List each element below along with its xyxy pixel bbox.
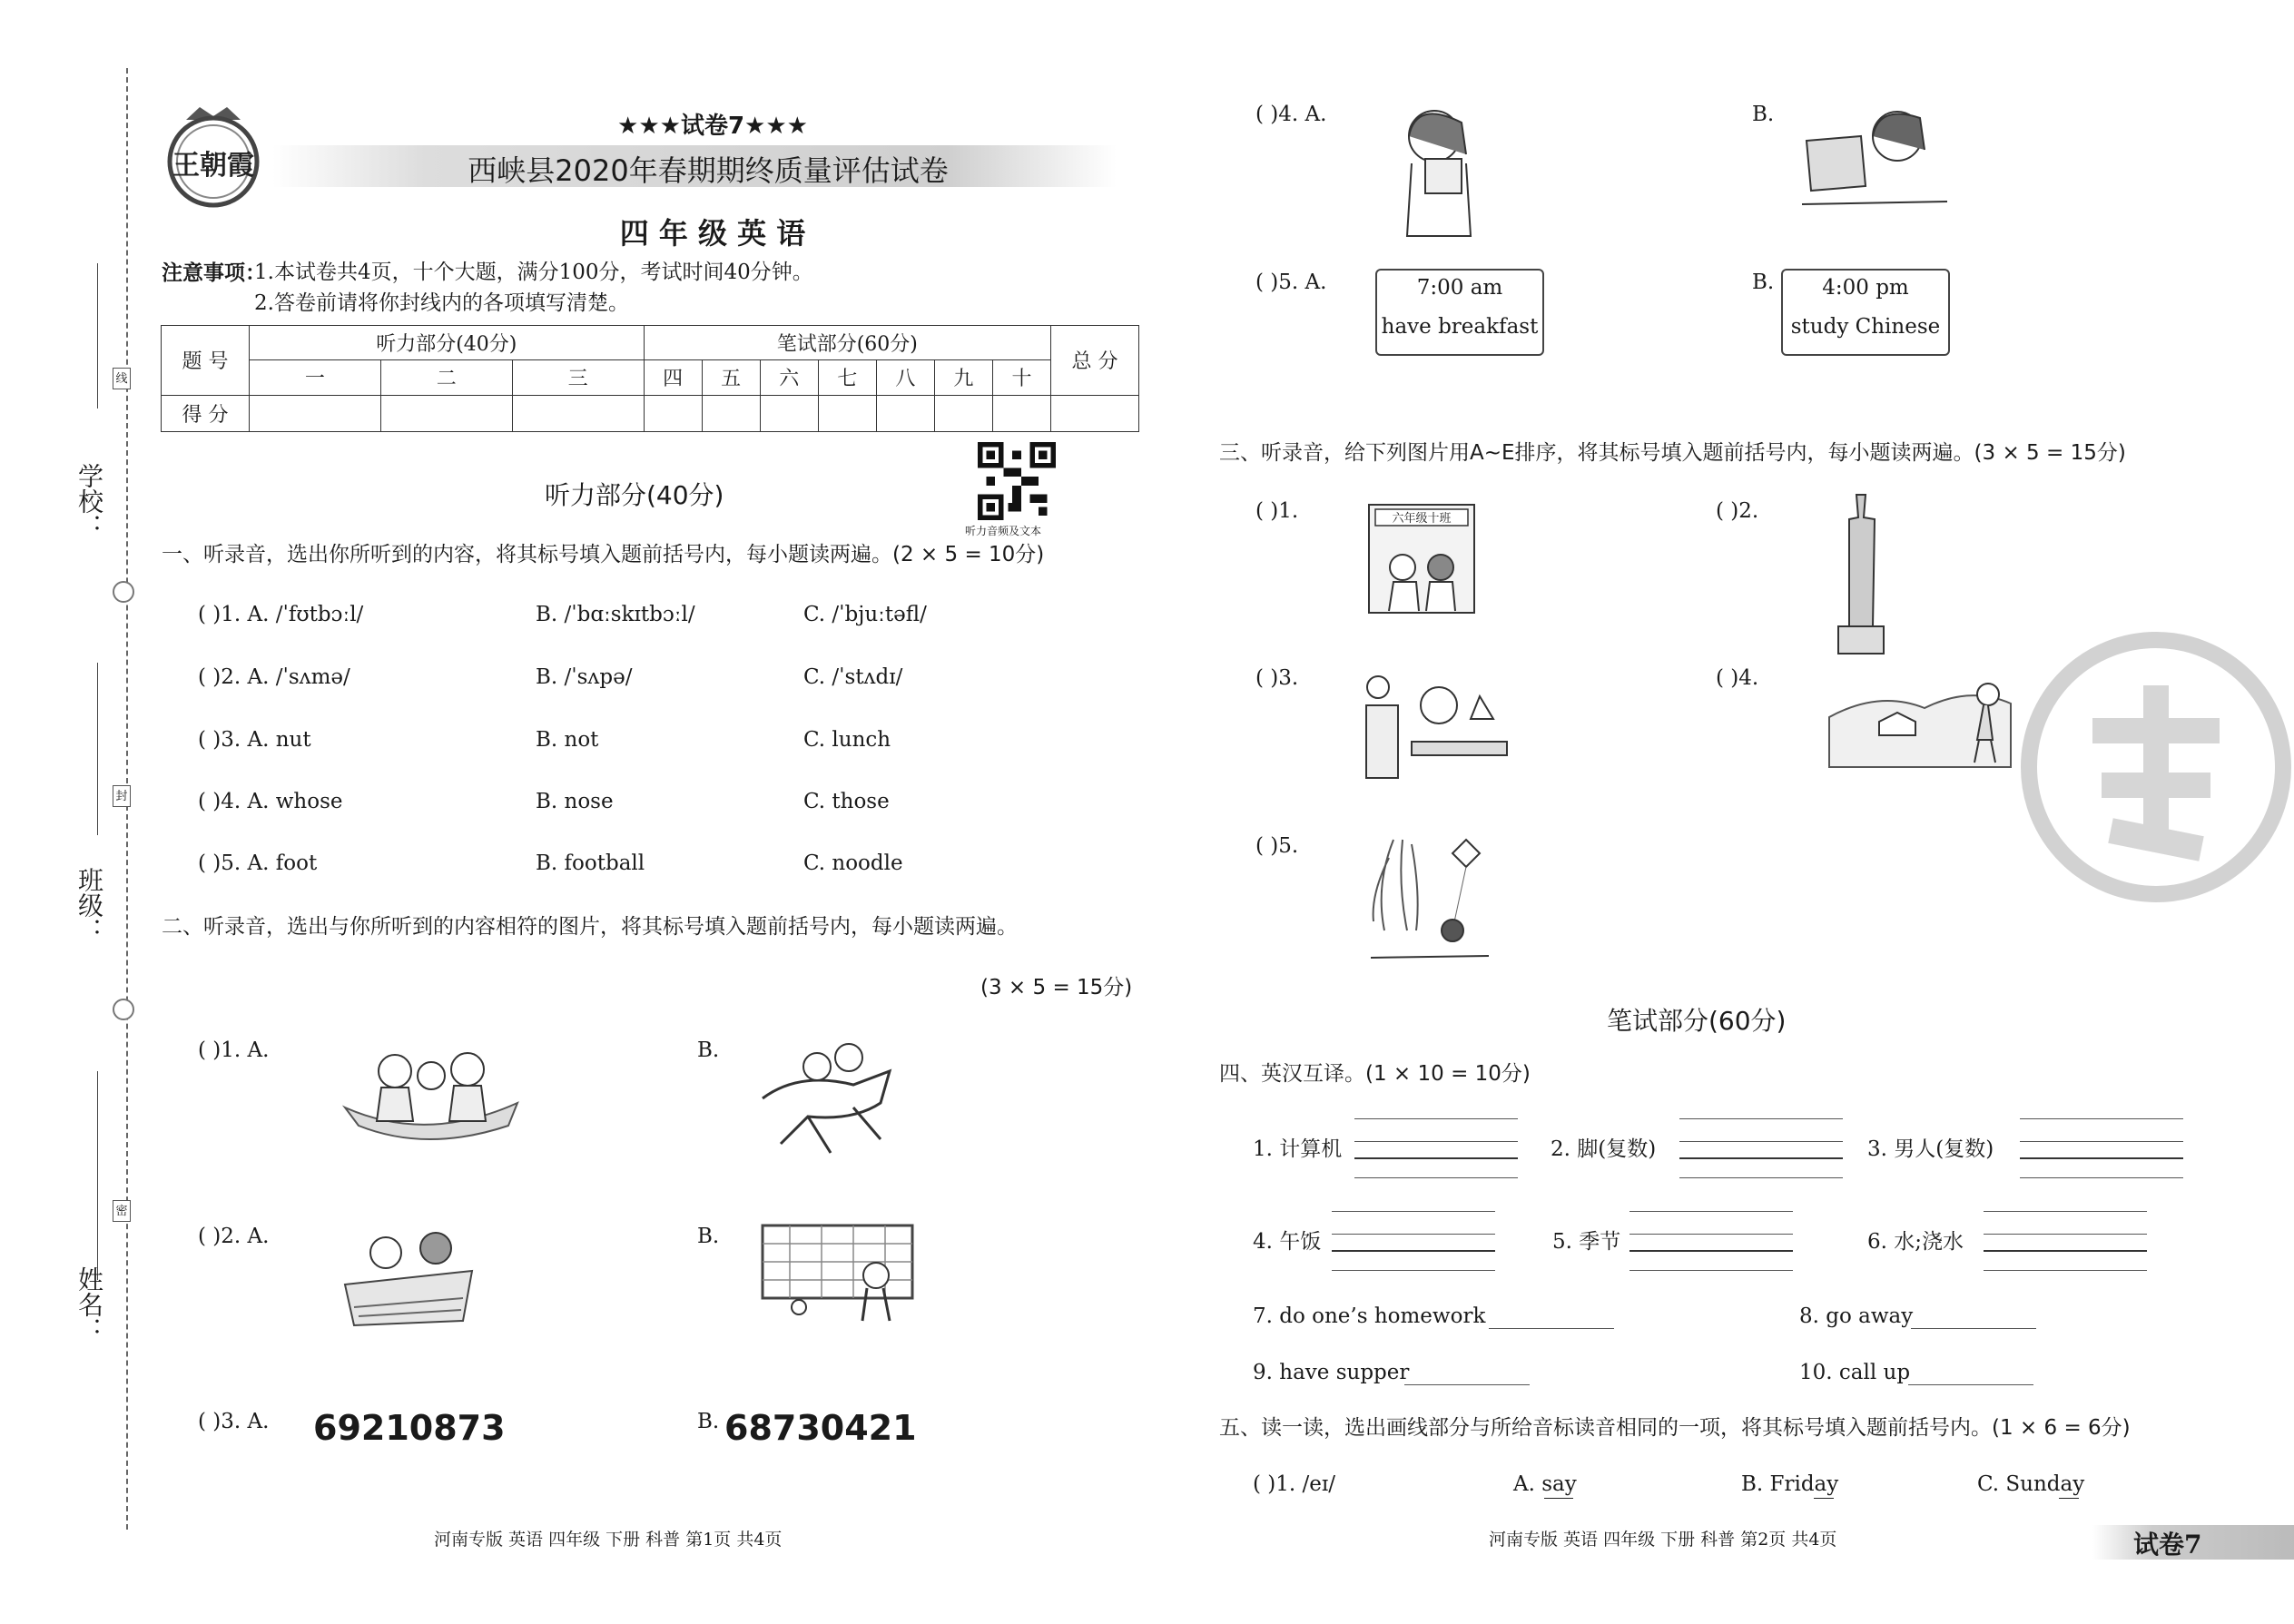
school-label: 学校： xyxy=(74,463,104,539)
s2-q2-a-picture xyxy=(336,1221,481,1334)
s4-q3: 3. 男人(复数) xyxy=(1867,1137,1994,1161)
th-col: 一 xyxy=(250,360,381,395)
section4-title: 四、英汉互译。(1 × 10 = 10分) xyxy=(1219,1062,1531,1086)
s2-q1-b-picture xyxy=(744,1035,908,1162)
s1-q4: ( )4. A. whose xyxy=(198,790,343,813)
score-row-label: 得 分 xyxy=(162,395,250,431)
answer-line[interactable] xyxy=(1984,1270,2147,1271)
s1-q1: ( )1. A. /ˈfʊtbɔːl/ xyxy=(198,603,364,626)
score-cell[interactable] xyxy=(702,395,760,431)
s2-q3-b: B. xyxy=(697,1410,720,1433)
th-col: 九 xyxy=(934,360,992,395)
answer-line[interactable] xyxy=(2020,1141,2183,1142)
answer-line[interactable] xyxy=(1629,1211,1793,1212)
s1-q1-b: B. /ˈbɑːskɪtbɔːl/ xyxy=(536,603,695,626)
s1-q3: ( )3. A. nut xyxy=(198,728,311,752)
listening-title: 听力部分(40分) xyxy=(545,480,724,510)
qr-caption: 听力音频及文本 xyxy=(965,525,1042,537)
s2-q1: ( )1. A. xyxy=(198,1038,270,1062)
section2-title: 二、听录音，选出与你所听到的内容相符的图片，将其标号填入题前括号内，每小题读两遍。 xyxy=(162,915,1018,939)
s4-q10: 10. call up xyxy=(1799,1361,1911,1384)
underline-mark xyxy=(1544,1498,1573,1499)
s2-q3-b-number: 68730421 xyxy=(724,1408,917,1448)
score-cell[interactable] xyxy=(1051,395,1139,431)
s3-q4: ( )4. xyxy=(1716,666,1759,690)
s2-q4-b: B. xyxy=(1752,103,1775,126)
s3-q3-picture xyxy=(1362,669,1511,782)
th-col: 四 xyxy=(644,360,702,395)
s2-q4-b-picture xyxy=(1793,100,1952,218)
footer-left: 河南专版 英语 四年级 下册 科普 第1页 共4页 xyxy=(434,1530,783,1550)
s1-q1-c: C. /ˈbjuːtəfl/ xyxy=(803,603,927,626)
answer-line[interactable] xyxy=(1911,1328,2036,1329)
answer-line[interactable] xyxy=(1354,1118,1518,1119)
s1-q3-c: C. lunch xyxy=(803,728,891,752)
answer-line[interactable] xyxy=(1354,1141,1518,1142)
answer-line[interactable] xyxy=(1332,1234,1495,1235)
notice-line-1: 1.本试卷共4页，十个大题，满分100分，考试时间40分钟。 xyxy=(254,261,813,284)
section3-title: 三、听录音，给下列图片用A~E排序，将其标号填入题前括号内，每小题读两遍。(3 × 5 = 15分) xyxy=(1219,441,2126,465)
th-col: 八 xyxy=(876,360,934,395)
class-sign-text: 六年级十班 xyxy=(1392,512,1452,526)
s2-q5-b-time: 4:00 pm xyxy=(1822,276,1909,300)
s3-q2: ( )2. xyxy=(1716,499,1759,523)
s1-q3-b: B. not xyxy=(536,728,599,752)
s1-q2-c: C. /ˈstʌdɪ/ xyxy=(803,665,903,689)
answer-line[interactable] xyxy=(1679,1177,1843,1178)
s2-q5-a-card xyxy=(1375,269,1544,356)
answer-line[interactable] xyxy=(1679,1141,1843,1142)
answer-line[interactable] xyxy=(1404,1384,1530,1385)
s2-q5-b: B. xyxy=(1752,271,1775,294)
s3-q3: ( )3. xyxy=(1255,666,1299,690)
s3-q2-picture xyxy=(1829,490,1893,658)
th-total: 总 分 xyxy=(1051,326,1139,396)
s1-q5-c: C. noodle xyxy=(803,851,903,875)
s3-q1: ( )1. xyxy=(1255,499,1299,523)
section2-score: (3 × 5 = 15分) xyxy=(980,976,1133,999)
seal-mark-feng: 封 xyxy=(113,785,131,807)
s3-q5: ( )5. xyxy=(1255,834,1299,858)
score-cell[interactable] xyxy=(818,395,876,431)
s2-q4: ( )4. A. xyxy=(1255,103,1327,126)
s3-q1-picture xyxy=(1366,502,1477,615)
s4-q2: 2. 脚(复数) xyxy=(1551,1137,1657,1161)
answer-line[interactable] xyxy=(1489,1328,1614,1329)
s1-q2: ( )2. A. /ˈsʌmə/ xyxy=(198,665,350,689)
s3-q4-picture xyxy=(1825,672,2015,772)
ornament-icon xyxy=(113,999,134,1020)
answer-line[interactable] xyxy=(1354,1157,1518,1159)
answer-line[interactable] xyxy=(2020,1177,2183,1178)
notice-line-2: 2.答卷前请将你封线内的各项填写清楚。 xyxy=(254,291,629,315)
th-writing: 笔试部分(60分) xyxy=(644,326,1050,360)
score-cell[interactable] xyxy=(644,395,702,431)
s1-q5-b: B. football xyxy=(536,851,645,875)
s5-q1: ( )1. /eɪ/ xyxy=(1253,1472,1335,1496)
answer-line[interactable] xyxy=(1679,1118,1843,1119)
s5-q1-a: A. say xyxy=(1513,1472,1577,1496)
score-cell[interactable] xyxy=(934,395,992,431)
s4-q9: 9. have supper xyxy=(1253,1361,1410,1384)
answer-line[interactable] xyxy=(1629,1250,1793,1252)
paper-badge: ★★★试卷7★★★ xyxy=(617,113,808,140)
qr-code[interactable] xyxy=(976,442,1058,520)
answer-line[interactable] xyxy=(1629,1234,1793,1235)
s1-q5: ( )5. A. foot xyxy=(198,851,318,875)
score-cell[interactable] xyxy=(760,395,818,431)
s2-q5-a-time: 7:00 am xyxy=(1416,276,1503,300)
footer-right: 河南专版 英语 四年级 下册 科普 第2页 共4页 xyxy=(1489,1530,1837,1550)
s4-q7: 7. do one’s homework xyxy=(1253,1304,1486,1328)
notice-label: 注意事项： xyxy=(162,261,266,285)
th-question-no: 题 号 xyxy=(162,326,250,396)
s2-q2-b-picture xyxy=(758,1221,917,1330)
s2-q3: ( )3. A. xyxy=(198,1410,270,1433)
score-cell[interactable] xyxy=(250,395,381,431)
score-cell[interactable] xyxy=(380,395,512,431)
section5-title: 五、读一读，选出画线部分与所给音标读音相同的一项，将其标号填入题前括号内。(1 × 6 = 6分) xyxy=(1219,1416,2131,1440)
th-col: 七 xyxy=(818,360,876,395)
writing-title: 笔试部分(60分) xyxy=(1607,1006,1787,1036)
s4-q5: 5. 季节 xyxy=(1552,1230,1621,1254)
answer-line[interactable] xyxy=(2020,1157,2183,1159)
th-col: 五 xyxy=(702,360,760,395)
ornament-icon xyxy=(113,581,134,603)
section1-title: 一、听录音，选出你所听到的内容，将其标号填入题前括号内，每小题读两遍。(2 × 5 = 10分) xyxy=(162,543,1045,566)
underline-mark xyxy=(1814,1498,1834,1499)
s2-q5-a-activity: have breakfast xyxy=(1381,315,1539,340)
seal-mark-mi: 密 xyxy=(113,1200,131,1222)
s2-q5-b-card xyxy=(1781,269,1950,356)
s1-q2-b: B. /ˈsʌpə/ xyxy=(536,665,633,689)
school-line xyxy=(97,263,98,408)
s1-q4-b: B. nose xyxy=(536,790,614,813)
th-col: 三 xyxy=(512,360,644,395)
answer-line[interactable] xyxy=(2020,1118,2183,1119)
answer-line[interactable] xyxy=(1354,1177,1518,1178)
answer-line[interactable] xyxy=(1984,1250,2147,1252)
class-line xyxy=(97,663,98,835)
answer-line[interactable] xyxy=(1679,1157,1843,1159)
s1-q4-c: C. those xyxy=(803,790,890,813)
th-col: 二 xyxy=(380,360,512,395)
score-table xyxy=(161,325,1139,432)
th-col: 六 xyxy=(760,360,818,395)
answer-line[interactable] xyxy=(1332,1250,1495,1252)
logo xyxy=(154,100,272,209)
answer-line[interactable] xyxy=(1629,1270,1793,1271)
score-cell[interactable] xyxy=(992,395,1050,431)
s5-q1-b: B. Friday xyxy=(1741,1472,1839,1496)
score-cell[interactable] xyxy=(876,395,934,431)
s3-q5-picture xyxy=(1366,831,1493,967)
s2-q5-b-activity: study Chinese xyxy=(1790,315,1941,340)
answer-line[interactable] xyxy=(1332,1270,1495,1271)
answer-line[interactable] xyxy=(1908,1384,2033,1385)
answer-line[interactable] xyxy=(1332,1211,1495,1212)
s4-q4: 4. 午饭 xyxy=(1253,1230,1322,1254)
s4-q1: 1. 计算机 xyxy=(1253,1137,1343,1161)
s2-q4-a-picture xyxy=(1380,100,1498,245)
s2-q2-b: B. xyxy=(697,1225,720,1248)
subject-title: 四 年 级 英 语 xyxy=(619,216,806,251)
s5-q1-c: C. Sunday xyxy=(1977,1472,2085,1496)
s2-q1-b: B. xyxy=(697,1038,720,1062)
s2-q1-a-picture xyxy=(336,1035,531,1148)
footer-badge: 试卷7 xyxy=(2133,1530,2202,1560)
s4-q8: 8. go away xyxy=(1799,1304,1914,1328)
score-cell[interactable] xyxy=(512,395,644,431)
s4-q6: 6. 水;浇水 xyxy=(1867,1230,1964,1254)
underline-mark xyxy=(2059,1498,2079,1499)
name-line xyxy=(97,1071,98,1280)
s2-q3-a-number: 69210873 xyxy=(313,1408,506,1448)
seal-mark-xian: 线 xyxy=(113,368,131,389)
answer-line[interactable] xyxy=(1984,1234,2147,1235)
answer-line[interactable] xyxy=(1984,1211,2147,1212)
exam-title: 西峡县2020年春期期终质量评估试卷 xyxy=(468,153,949,188)
s2-q2: ( )2. A. xyxy=(198,1225,270,1248)
s2-q5: ( )5. A. xyxy=(1255,271,1327,294)
name-label: 姓名： xyxy=(74,1266,104,1343)
class-label: 班级： xyxy=(74,867,104,943)
th-listening: 听力部分(40分) xyxy=(250,326,645,360)
seal-watermark xyxy=(2020,631,2292,903)
svg-text:王朝霞: 王朝霞 xyxy=(172,150,254,182)
th-col: 十 xyxy=(992,360,1050,395)
